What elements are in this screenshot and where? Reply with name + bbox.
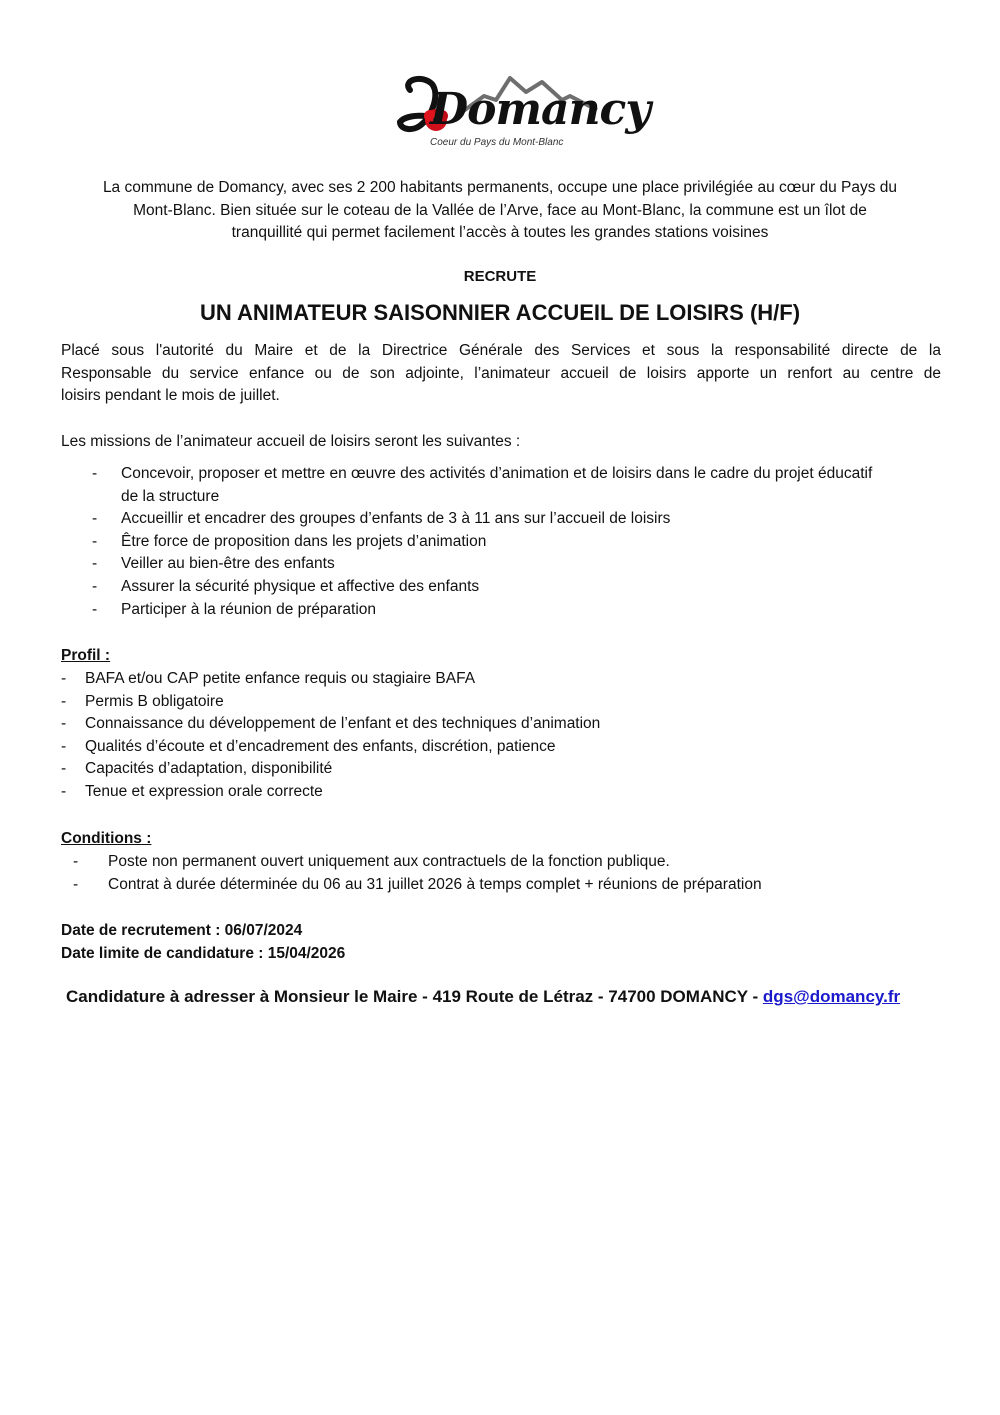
profil-list [0, 668, 1000, 804]
list-item-text: Veiller au bien-être des enfants [121, 555, 335, 573]
description-line: loisirs pendant le mois de juillet. [61, 387, 280, 405]
list-item-text: Qualités d’écoute et d’encadrement des enfants, discrétion, patience [85, 737, 556, 755]
intro-line: La commune de Domancy, avec ses 2 200 habitants permanents, occupe une place privilégiée au cœur du Pays du [102, 179, 898, 196]
list-item [0, 668, 1000, 691]
list-item-text: Permis B obligatoire [85, 692, 224, 710]
list-item-text: Être force de proposition dans les projets d’animation [121, 532, 487, 550]
logo-tagline: Coeur du Pays du Mont-Blanc [430, 137, 564, 148]
list-item [0, 851, 1000, 874]
description-line: Responsable du service enfance ou de son adjointe, l’animateur accueil de loisirs apporte un renfort au centre de [61, 364, 941, 382]
list-item-text: Assurer la sécurité physique et affective des enfants [121, 577, 480, 595]
bullet-dash: - [61, 670, 67, 687]
list-item [0, 781, 1000, 804]
bullet-dash: - [92, 465, 98, 482]
list-item [0, 576, 1000, 599]
list-item [0, 874, 1000, 897]
contact-text: Candidature à adresser à Monsieur le Maire - 419 Route de Létraz - 74700 DOMANCY - [66, 987, 763, 1006]
bullet-dash: - [92, 555, 98, 573]
bullet-dash: - [61, 737, 67, 755]
bullet-dash: - [92, 600, 98, 618]
list-item-line: de la structure [121, 487, 220, 505]
email-link[interactable]: dgs@domancy.fr [762, 987, 901, 1006]
bullet-dash: - [92, 577, 98, 595]
bullet-dash: - [73, 853, 79, 870]
intro-paragraph [0, 177, 1000, 245]
bullet-dash: - [61, 760, 67, 778]
bullet-dash: - [61, 782, 67, 800]
list-item [0, 691, 1000, 714]
contact-line [66, 985, 900, 1009]
list-item-text: Poste non permanent ouvert uniquement aux contractuels de la fonction publique. [108, 853, 670, 870]
list-item [0, 531, 1000, 554]
intro-line: tranquillité qui permet facilement l’accès à toutes les grandes stations voisines [231, 224, 769, 242]
list-item-line: Concevoir, proposer et mettre en œuvre des activités d’animation et de loisirs dans le cadre du projet éducatif [121, 465, 873, 482]
list-item [0, 553, 1000, 576]
bullet-dash: - [61, 692, 67, 710]
list-item [0, 508, 1000, 531]
domancy-logo [392, 70, 650, 160]
bullet-dash: - [92, 532, 98, 550]
conditions-list [0, 851, 1000, 896]
list-item-text: Accueillir et encadrer des groupes d’enfants de 3 à 11 ans sur l’accueil de loisirs [121, 510, 671, 528]
recruitment-date: Date de recrutement : 06/07/2024 [61, 922, 303, 939]
list-item-text: Participer à la réunion de préparation [121, 600, 377, 618]
list-item-text: Capacités d’adaptation, disponibilité [85, 760, 333, 778]
list-item-text [121, 463, 872, 508]
missions-list [0, 463, 1000, 621]
application-deadline: Date limite de candidature : 15/04/2026 [61, 945, 346, 962]
list-item-text: Tenue et expression orale correcte [85, 782, 323, 800]
bullet-dash: - [61, 715, 67, 733]
description-paragraph [61, 340, 941, 408]
list-item [0, 599, 1000, 622]
bullet-dash: - [92, 510, 98, 528]
profil-heading: Profil : [61, 647, 111, 664]
recrute-heading: RECRUTE [463, 268, 537, 285]
intro-line: Mont-Blanc. Bien située sur le coteau de la Vallée de l’Arve, face au Mont-Blanc, la commune est un îlot de [133, 201, 867, 219]
logo-wordmark: Domancy [430, 84, 650, 135]
list-item-text: Connaissance du développement de l’enfant et des techniques d’animation [85, 715, 601, 733]
list-item [0, 736, 1000, 759]
list-item [0, 713, 1000, 736]
job-title: UN ANIMATEUR SAISONNIER ACCUEIL DE LOISIRS (H/F) [199, 300, 801, 325]
description-line: Placé sous l'autorité du Maire et de la Directrice Générale des Services et sous la responsabilité directe de la [61, 342, 941, 359]
missions-lead: Les missions de l’animateur accueil de loisirs seront les suivantes : [61, 433, 521, 450]
list-item-text: Contrat à durée déterminée du 06 au 31 juillet 2026 à temps complet + réunions de préparation [108, 875, 762, 893]
list-item-text: BAFA et/ou CAP petite enfance requis ou stagiaire BAFA [85, 670, 476, 687]
list-item [0, 463, 1000, 508]
list-item [0, 758, 1000, 781]
conditions-heading: Conditions : [61, 830, 152, 847]
bullet-dash: - [73, 875, 79, 893]
